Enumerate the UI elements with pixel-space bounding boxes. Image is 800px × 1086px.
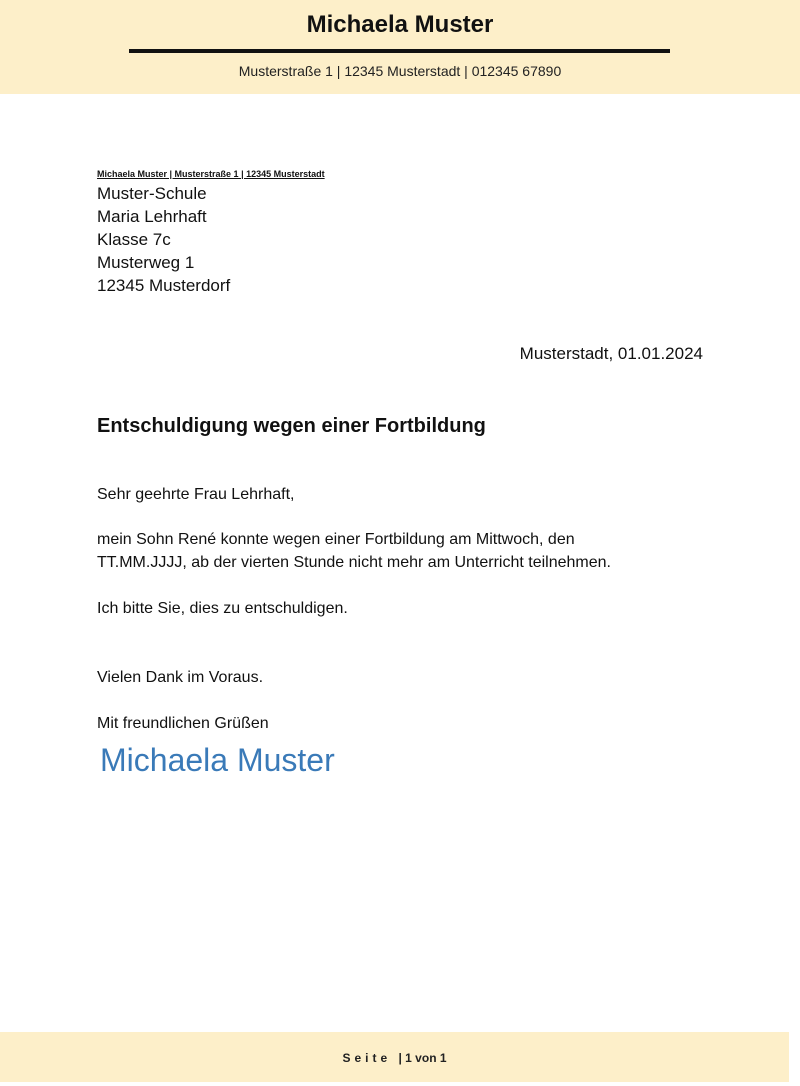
signature: Michaela Muster <box>100 742 335 778</box>
letterhead-contact: Musterstraße 1 | 12345 Musterstadt | 012345 67890 <box>238 63 562 79</box>
body-line: mein Sohn René konnte wegen einer Fortbildung am Mittwoch, den <box>97 531 575 548</box>
recipient-line: Klasse 7c <box>97 230 171 249</box>
letter-subject: Entschuldigung wegen einer Fortbildung <box>97 415 486 437</box>
letter-date: Musterstadt, 01.01.2024 <box>519 344 703 363</box>
recipient-address <box>97 182 230 297</box>
letterhead <box>0 0 800 94</box>
page-count: | 1 von 1 <box>398 1051 447 1065</box>
sender-return-line: Michaela Muster | Musterstraße 1 | 12345 Musterstadt <box>97 169 325 179</box>
letter-body-paragraph <box>97 528 611 574</box>
page-indicator <box>0 1050 789 1066</box>
recipient-line: Maria Lehrhaft <box>97 207 207 226</box>
letter-salutation: Sehr geehrte Frau Lehrhaft, <box>97 486 295 503</box>
letterhead-rule <box>129 49 670 53</box>
letter-request: Ich bitte Sie, dies zu entschuldigen. <box>97 600 348 617</box>
letter-thanks: Vielen Dank im Voraus. <box>97 669 264 686</box>
page-footer <box>0 1032 789 1082</box>
recipient-line: Musterweg 1 <box>97 253 195 272</box>
recipient-line: Muster-Schule <box>97 184 207 203</box>
recipient-line: 12345 Musterdorf <box>97 276 231 295</box>
page-label: Seite <box>342 1051 392 1065</box>
letterhead-name: Michaela Muster <box>306 11 494 38</box>
body-line: TT.MM.JJJJ, ab der vierten Stunde nicht mehr am Unterricht teilnehmen. <box>97 554 611 571</box>
letter-closing: Mit freundlichen Grüßen <box>97 715 269 732</box>
